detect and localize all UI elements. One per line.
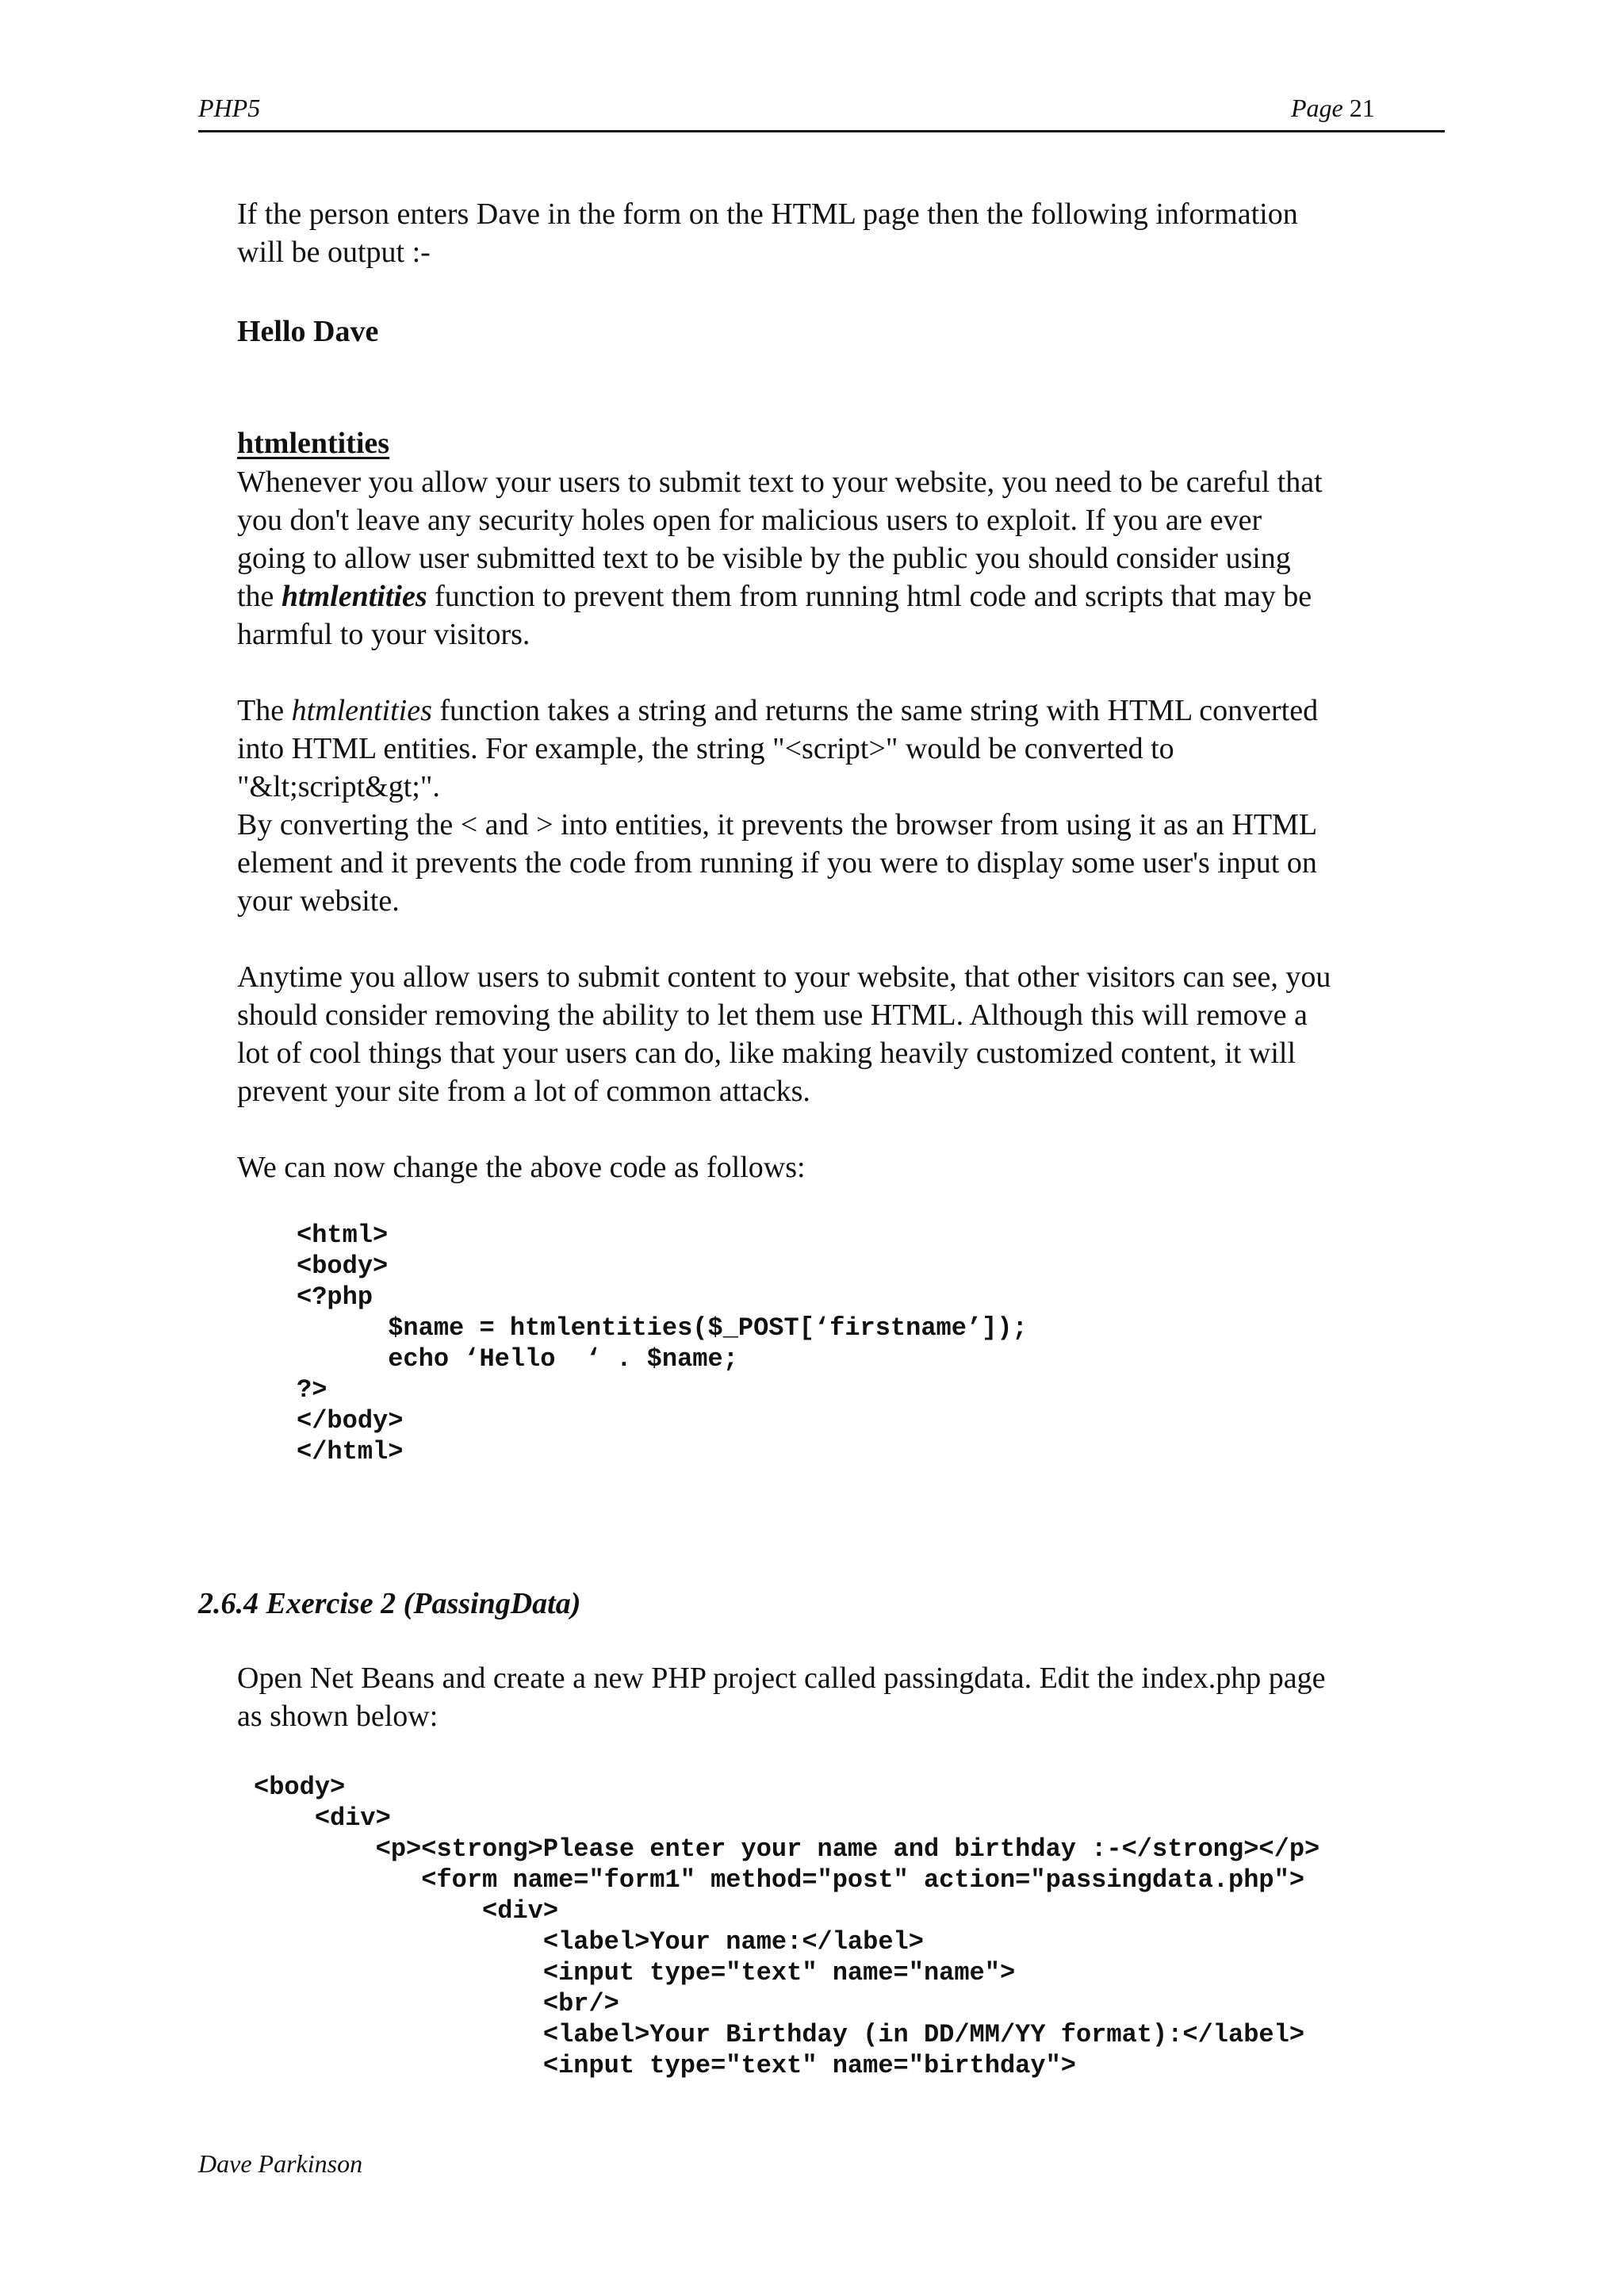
intro-paragraph xyxy=(237,195,1458,271)
function-name-emphasis: htmlentities xyxy=(291,694,432,727)
code-line: <br/> xyxy=(254,1989,619,2018)
text-line: lot of cool things that your users can do, like making heavily customized content, it will xyxy=(237,1037,1297,1070)
code-line: </body> xyxy=(297,1406,404,1435)
code-line: <form name="form1" method="post" action="passingdata.php"> xyxy=(254,1865,1305,1895)
hello-output: Hello Dave xyxy=(237,315,379,348)
code-line: <div> xyxy=(254,1896,559,1926)
text-line: harmful to your visitors. xyxy=(237,618,530,651)
text-line: If the person enters Dave in the form on the HTML page then the following information xyxy=(237,197,1298,231)
section-heading-htmlentities: htmlentities xyxy=(237,427,390,460)
text-line: will be output :- xyxy=(237,236,431,269)
page-number xyxy=(1291,94,1375,123)
htmlentities-paragraph-4 xyxy=(237,1148,1458,1186)
code-line: <p><strong>Please enter your name and birthday :-</strong></p> xyxy=(254,1834,1320,1864)
exercise-paragraph xyxy=(237,1659,1458,1735)
htmlentities-paragraph-3 xyxy=(237,958,1458,1110)
text-line: into HTML entities. For example, the string "<script>" would be converted to xyxy=(237,732,1174,765)
code-line: <input type="text" name="name"> xyxy=(254,1958,1016,1987)
code-line: <body> xyxy=(254,1773,346,1802)
htmlentities-paragraph-1 xyxy=(237,463,1458,654)
text-line: Open Net Beans and create a new PHP project called passingdata. Edit the index.php page xyxy=(237,1662,1326,1695)
function-name-emphasis: htmlentities xyxy=(281,580,427,613)
code-line: <?php xyxy=(297,1282,373,1312)
page-number-value: 21 xyxy=(1349,94,1375,122)
text-line xyxy=(237,692,1458,730)
code-line: <label>Your name:</label> xyxy=(254,1927,924,1957)
header-rule xyxy=(198,130,1445,132)
text-line: you don't leave any security holes open for malicious users to exploit. If you are ever xyxy=(237,504,1262,537)
htmlentities-paragraph-2 xyxy=(237,692,1458,920)
page-label: Page xyxy=(1291,94,1343,122)
code-line: <label>Your Birthday (in DD/MM/YY format):</label> xyxy=(254,2020,1305,2049)
text-line: should consider removing the ability to let them use HTML. Although this will remove a xyxy=(237,999,1308,1032)
code-line: <div> xyxy=(254,1803,391,1833)
text-line: prevent your site from a lot of common attacks. xyxy=(237,1075,810,1108)
text-line: as shown below: xyxy=(237,1700,439,1733)
running-header-title: PHP5 xyxy=(198,94,261,122)
text-line: element and it prevents the code from running if you were to display some user's input on xyxy=(237,846,1317,880)
text-line: your website. xyxy=(237,884,400,918)
code-block-htmlentities xyxy=(297,1220,1028,1467)
text-fragment: function to prevent them from running html code and scripts that may be xyxy=(427,580,1312,613)
code-line: echo ‘Hello ‘ . $name; xyxy=(297,1344,738,1374)
code-block-exercise xyxy=(254,1772,1320,2081)
text-line: Whenever you allow your users to submit text to your website, you need to be careful that xyxy=(237,466,1323,499)
text-line: We can now change the above code as follows: xyxy=(237,1151,806,1184)
text-line: By converting the < and > into entities, it prevents the browser from using it as an HTML xyxy=(237,808,1318,841)
text-fragment: the xyxy=(237,580,282,613)
code-line: <input type="text" name="birthday"> xyxy=(254,2051,1076,2080)
text-line: "&lt;script&gt;". xyxy=(237,770,440,803)
code-line: </html> xyxy=(297,1437,404,1466)
code-line: ?> xyxy=(297,1375,327,1405)
text-fragment: The xyxy=(237,694,292,727)
text-line: Anytime you allow users to submit content to your website, that other visitors can see, you xyxy=(237,960,1331,994)
text-line xyxy=(237,577,1458,615)
section-heading-exercise: 2.6.4 Exercise 2 (PassingData) xyxy=(198,1587,581,1620)
code-line: <body> xyxy=(297,1251,389,1281)
code-line: <html> xyxy=(297,1221,389,1250)
text-fragment: function takes a string and returns the same string with HTML converted xyxy=(431,694,1319,727)
code-line: $name = htmlentities($_POST[‘firstname’]); xyxy=(297,1313,1028,1343)
footer-author: Dave Parkinson xyxy=(198,2149,363,2178)
text-line: going to allow user submitted text to be visible by the public you should consider using xyxy=(237,542,1291,575)
